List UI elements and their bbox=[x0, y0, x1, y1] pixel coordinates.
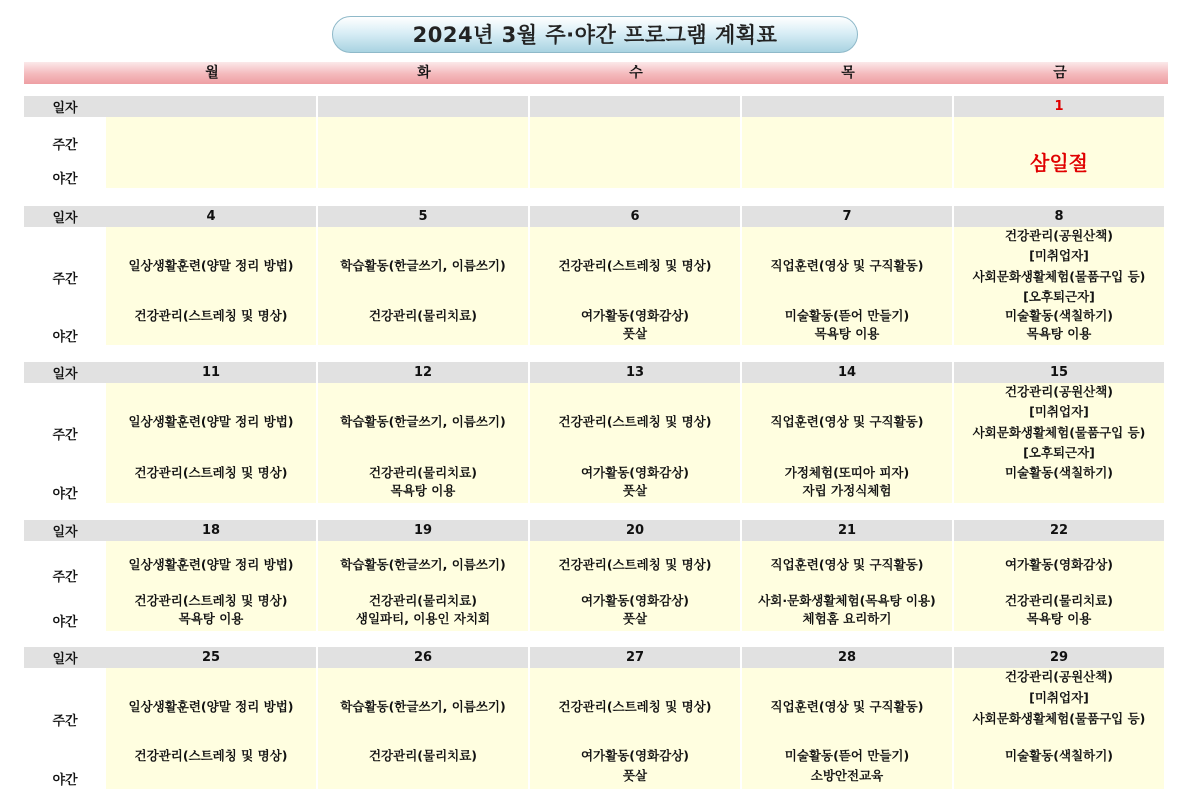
date-row bbox=[24, 206, 1168, 227]
night-program: 미술활동(뜯어 만들기) bbox=[784, 748, 910, 763]
holiday-name: 삼일절 bbox=[1030, 151, 1088, 175]
date-cell bbox=[106, 96, 316, 117]
program-body bbox=[24, 227, 1168, 345]
night-label: 야간 bbox=[52, 487, 78, 502]
program-cell bbox=[530, 668, 740, 789]
day-program: [오후퇴근자] bbox=[1023, 289, 1095, 304]
program-cell bbox=[318, 227, 528, 345]
weekday-fri: 금 bbox=[1053, 65, 1067, 81]
night-program: 목욕탕 이용 bbox=[814, 326, 880, 341]
night-label: 야간 bbox=[52, 330, 78, 345]
program-body bbox=[24, 668, 1168, 789]
day-program: 학습활동(한글쓰기, 이름쓰기) bbox=[340, 557, 506, 572]
day-program: 건강관리(공원산책) bbox=[1004, 384, 1114, 399]
program-cell bbox=[954, 117, 1164, 188]
night-program: 건강관리(스트레칭 및 명상) bbox=[134, 465, 288, 480]
night-program: 미술활동(색칠하기) bbox=[1004, 748, 1114, 763]
date-cell: 29 bbox=[954, 647, 1164, 668]
night-program: 풋살 bbox=[622, 483, 648, 498]
day-program: 학습활동(한글쓰기, 이름쓰기) bbox=[340, 699, 506, 714]
date-cell: 20 bbox=[530, 520, 740, 541]
night-program: 미술활동(뜯어 만들기) bbox=[784, 308, 910, 323]
night-program: 여가활동(영화감상) bbox=[580, 308, 690, 323]
date-cell bbox=[530, 96, 740, 117]
weekday-thu: 목 bbox=[841, 65, 855, 81]
night-program: 사회·문화생활체험(목욕탕 이용) bbox=[758, 593, 936, 608]
date-cell: 7 bbox=[742, 206, 952, 227]
day-program: 일상생활훈련(양말 정리 방법) bbox=[128, 557, 294, 572]
day-label: 주간 bbox=[52, 428, 78, 443]
night-program: 건강관리(스트레칭 및 명상) bbox=[134, 748, 288, 763]
date-cell: 18 bbox=[106, 520, 316, 541]
header-corner bbox=[24, 62, 106, 84]
weekday-mon: 월 bbox=[205, 65, 219, 81]
program-cell bbox=[106, 227, 316, 345]
program-cell bbox=[742, 117, 952, 188]
program-body bbox=[24, 117, 1168, 188]
week-2 bbox=[24, 206, 1168, 345]
program-cell bbox=[530, 541, 740, 631]
day-program: 여가활동(영화감상) bbox=[1004, 557, 1114, 572]
night-program: 건강관리(물리치료) bbox=[1004, 593, 1114, 608]
day-program: 일상생활훈련(양말 정리 방법) bbox=[128, 258, 294, 273]
program-body bbox=[24, 541, 1168, 631]
night-program: 여가활동(영화감상) bbox=[580, 593, 690, 608]
day-program: 사회문화생활체험(물품구입 등) bbox=[972, 425, 1146, 440]
title-banner bbox=[0, 16, 1193, 54]
night-program: 소방안전교육 bbox=[810, 768, 884, 783]
date-label: 일자 bbox=[24, 362, 106, 383]
date-cell: 27 bbox=[530, 647, 740, 668]
date-row bbox=[24, 647, 1168, 668]
day-program: 학습활동(한글쓰기, 이름쓰기) bbox=[340, 258, 506, 273]
date-cell: 8 bbox=[954, 206, 1164, 227]
night-program: 목욕탕 이용 bbox=[1026, 611, 1092, 626]
date-cell: 28 bbox=[742, 647, 952, 668]
program-cell bbox=[954, 383, 1164, 503]
date-cell: 25 bbox=[106, 647, 316, 668]
date-row bbox=[24, 362, 1168, 383]
label-column bbox=[24, 227, 106, 345]
date-label: 일자 bbox=[24, 206, 106, 227]
program-cell bbox=[742, 541, 952, 631]
day-program: 사회문화생활체험(물품구입 등) bbox=[972, 711, 1146, 726]
night-program: 풋살 bbox=[622, 611, 648, 626]
night-program: 건강관리(스트레칭 및 명상) bbox=[134, 593, 288, 608]
date-row bbox=[24, 520, 1168, 541]
date-cell: 15 bbox=[954, 362, 1164, 383]
day-program: 건강관리(스트레칭 및 명상) bbox=[558, 699, 712, 714]
program-cell bbox=[106, 668, 316, 789]
weekday-tue: 화 bbox=[417, 65, 431, 81]
label-column bbox=[24, 117, 106, 188]
program-cell bbox=[106, 541, 316, 631]
program-cell bbox=[742, 668, 952, 789]
night-program: 목욕탕 이용 bbox=[178, 611, 244, 626]
weekday-wed: 수 bbox=[629, 65, 643, 81]
label-column bbox=[24, 668, 106, 789]
day-program: 건강관리(스트레칭 및 명상) bbox=[558, 557, 712, 572]
program-cell bbox=[318, 117, 528, 188]
date-cell: 21 bbox=[742, 520, 952, 541]
week-1 bbox=[24, 96, 1168, 188]
night-program: 여가활동(영화감상) bbox=[580, 465, 690, 480]
program-body bbox=[24, 383, 1168, 503]
day-label: 주간 bbox=[52, 138, 78, 153]
night-program: 풋살 bbox=[622, 768, 648, 783]
program-cell bbox=[106, 383, 316, 503]
night-program: 자립 가정식체험 bbox=[802, 483, 892, 498]
night-program: 미술활동(색칠하기) bbox=[1004, 308, 1114, 323]
week-3 bbox=[24, 362, 1168, 503]
week-5 bbox=[24, 647, 1168, 789]
day-program: 직업훈련(영상 및 구직활동) bbox=[770, 557, 924, 572]
day-program: [오후퇴근자] bbox=[1023, 445, 1095, 460]
date-cell: 14 bbox=[742, 362, 952, 383]
day-program: 일상생활훈련(양말 정리 방법) bbox=[128, 414, 294, 429]
date-cell: 4 bbox=[106, 206, 316, 227]
day-program: 직업훈련(영상 및 구직활동) bbox=[770, 699, 924, 714]
date-cell: 22 bbox=[954, 520, 1164, 541]
night-program: 체험홈 요리하기 bbox=[802, 611, 892, 626]
night-program: 가정체험(또띠아 피자) bbox=[784, 465, 910, 480]
program-cell bbox=[954, 541, 1164, 631]
date-cell: 26 bbox=[318, 647, 528, 668]
label-column bbox=[24, 383, 106, 503]
day-label: 주간 bbox=[52, 714, 78, 729]
day-program: 사회문화생활체험(물품구입 등) bbox=[972, 269, 1146, 284]
night-label: 야간 bbox=[52, 615, 78, 630]
program-cell bbox=[742, 383, 952, 503]
date-cell: 11 bbox=[106, 362, 316, 383]
day-program: [미취업자] bbox=[1029, 690, 1089, 705]
program-cell bbox=[318, 668, 528, 789]
program-cell bbox=[954, 227, 1164, 345]
night-program: 건강관리(스트레칭 및 명상) bbox=[134, 308, 288, 323]
night-program: 목욕탕 이용 bbox=[1026, 326, 1092, 341]
night-program: 건강관리(물리치료) bbox=[368, 308, 478, 323]
night-program: 건강관리(물리치료) bbox=[368, 748, 478, 763]
date-cell: 12 bbox=[318, 362, 528, 383]
day-program: 건강관리(스트레칭 및 명상) bbox=[558, 414, 712, 429]
date-cell bbox=[318, 96, 528, 117]
program-cell bbox=[530, 383, 740, 503]
day-program: 건강관리(공원산책) bbox=[1004, 228, 1114, 243]
date-cell: 19 bbox=[318, 520, 528, 541]
day-program: 직업훈련(영상 및 구직활동) bbox=[770, 258, 924, 273]
week-4 bbox=[24, 520, 1168, 631]
day-program: 학습활동(한글쓰기, 이름쓰기) bbox=[340, 414, 506, 429]
label-column bbox=[24, 541, 106, 631]
program-cell bbox=[530, 227, 740, 345]
date-label: 일자 bbox=[24, 647, 106, 668]
date-label: 일자 bbox=[24, 96, 106, 117]
date-cell: 13 bbox=[530, 362, 740, 383]
night-program: 목욕탕 이용 bbox=[390, 483, 456, 498]
date-cell: 6 bbox=[530, 206, 740, 227]
night-program: 생일파티, 이용인 자치회 bbox=[355, 611, 491, 626]
day-program: 일상생활훈련(양말 정리 방법) bbox=[128, 699, 294, 714]
date-cell-holiday: 1 bbox=[954, 96, 1164, 117]
date-row bbox=[24, 96, 1168, 117]
night-program: 여가활동(영화감상) bbox=[580, 748, 690, 763]
day-label: 주간 bbox=[52, 272, 78, 287]
program-cell bbox=[318, 541, 528, 631]
night-label: 야간 bbox=[52, 172, 78, 187]
date-cell: 5 bbox=[318, 206, 528, 227]
night-program: 미술활동(색칠하기) bbox=[1004, 465, 1114, 480]
day-program: 직업훈련(영상 및 구직활동) bbox=[770, 414, 924, 429]
program-cell bbox=[106, 117, 316, 188]
day-program: [미취업자] bbox=[1029, 248, 1089, 263]
date-label: 일자 bbox=[24, 520, 106, 541]
page-title: 2024년 3월 주·야간 프로그램 계획표 bbox=[332, 16, 858, 53]
program-cell bbox=[742, 227, 952, 345]
day-program: [미취업자] bbox=[1029, 404, 1089, 419]
night-program: 건강관리(물리치료) bbox=[368, 593, 478, 608]
day-program: 건강관리(공원산책) bbox=[1004, 669, 1114, 684]
night-program: 건강관리(물리치료) bbox=[368, 465, 478, 480]
program-cell bbox=[954, 668, 1164, 789]
day-program: 건강관리(스트레칭 및 명상) bbox=[558, 258, 712, 273]
date-cell bbox=[742, 96, 952, 117]
program-cell bbox=[318, 383, 528, 503]
weekday-header bbox=[24, 62, 1168, 84]
program-cell bbox=[530, 117, 740, 188]
night-label: 야간 bbox=[52, 773, 78, 788]
night-program: 풋살 bbox=[622, 326, 648, 341]
day-label: 주간 bbox=[52, 570, 78, 585]
